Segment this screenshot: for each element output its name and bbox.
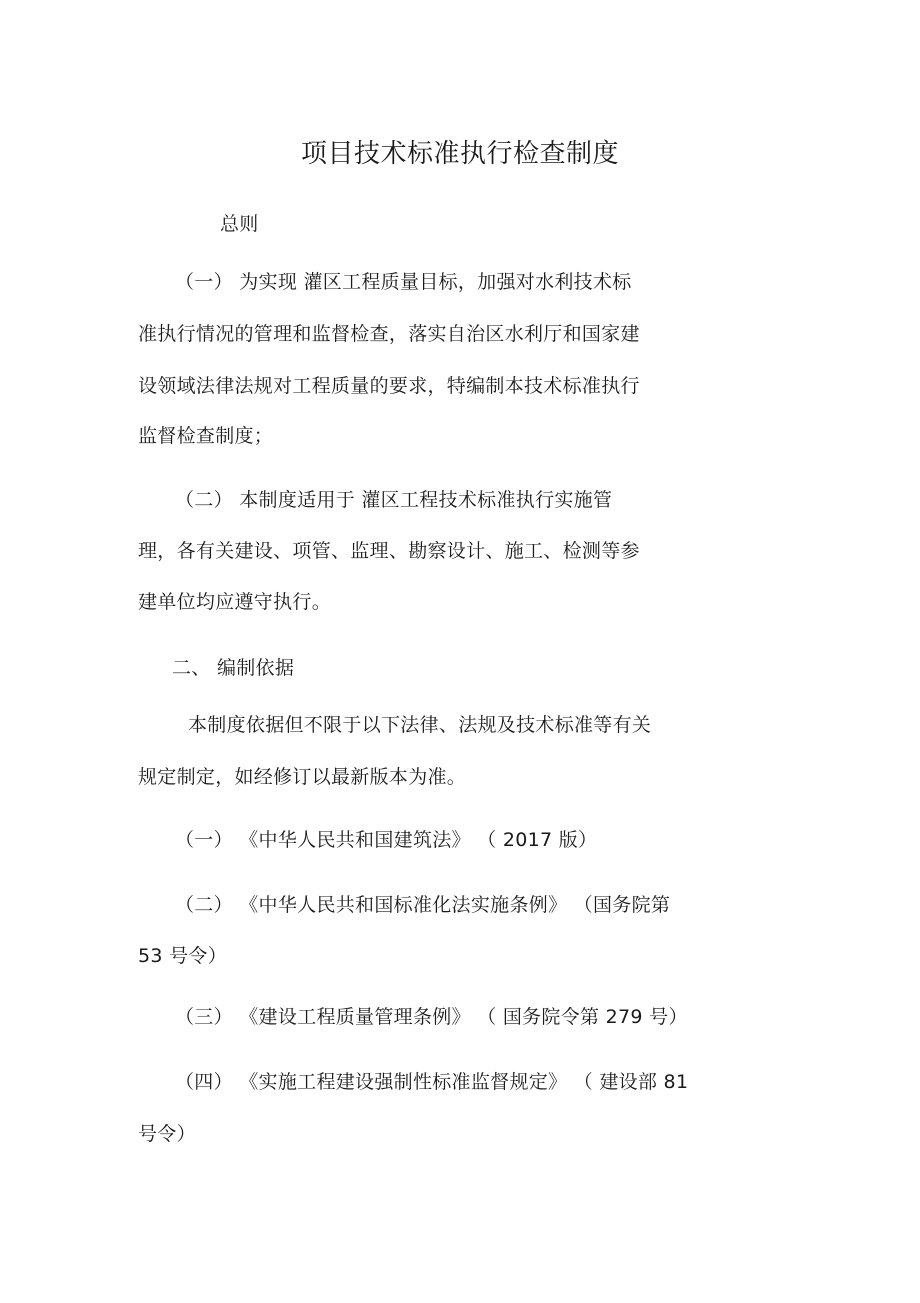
section-heading-general: 总则: [220, 213, 259, 235]
paragraph-line: 准执行情况的管理和监督检查，落实自治区水利厅和国家建: [138, 323, 640, 345]
paragraph-line: （四） 《实施工程建设强制性标准监督规定》 （ 建设部 81: [175, 1071, 689, 1093]
page-title: 项目技术标准执行检查制度: [300, 139, 619, 169]
paragraph-line: （二） 本制度适用于 灌区工程技术标准执行实施管: [175, 489, 613, 511]
paragraph-line: 号令）: [138, 1123, 196, 1145]
paragraph-line: （二） 《中华人民共和国标准化法实施条例》 （国务院第: [175, 894, 671, 916]
paragraph-line: 监督检查制度；: [138, 425, 274, 447]
section-heading-basis: 二、 编制依据: [172, 657, 295, 679]
paragraph-line: 理，各有关建设、项管、监理、勘察设计、施工、检测等参: [138, 540, 640, 562]
paragraph-line: （一） 《中华人民共和国建筑法》 （ 2017 版）: [175, 829, 598, 851]
paragraph-line: （三） 《建设工程质量管理条例》 （ 国务院令第 279 号）: [175, 1006, 688, 1028]
paragraph-line: 本制度依据但不限于以下法律、法规及技术标准等有关: [188, 714, 652, 736]
paragraph-line: 建单位均应遵守执行。: [138, 591, 332, 613]
paragraph-line: 设领域法律法规对工程质量的要求，特编制本技术标准执行: [138, 375, 640, 397]
paragraph-line: （一） 为实现 灌区工程质量目标，加强对水利技术标: [175, 271, 632, 293]
paragraph-line: 53 号令）: [138, 945, 228, 967]
paragraph-line: 规定制定，如经修订以最新版本为准。: [138, 766, 467, 788]
